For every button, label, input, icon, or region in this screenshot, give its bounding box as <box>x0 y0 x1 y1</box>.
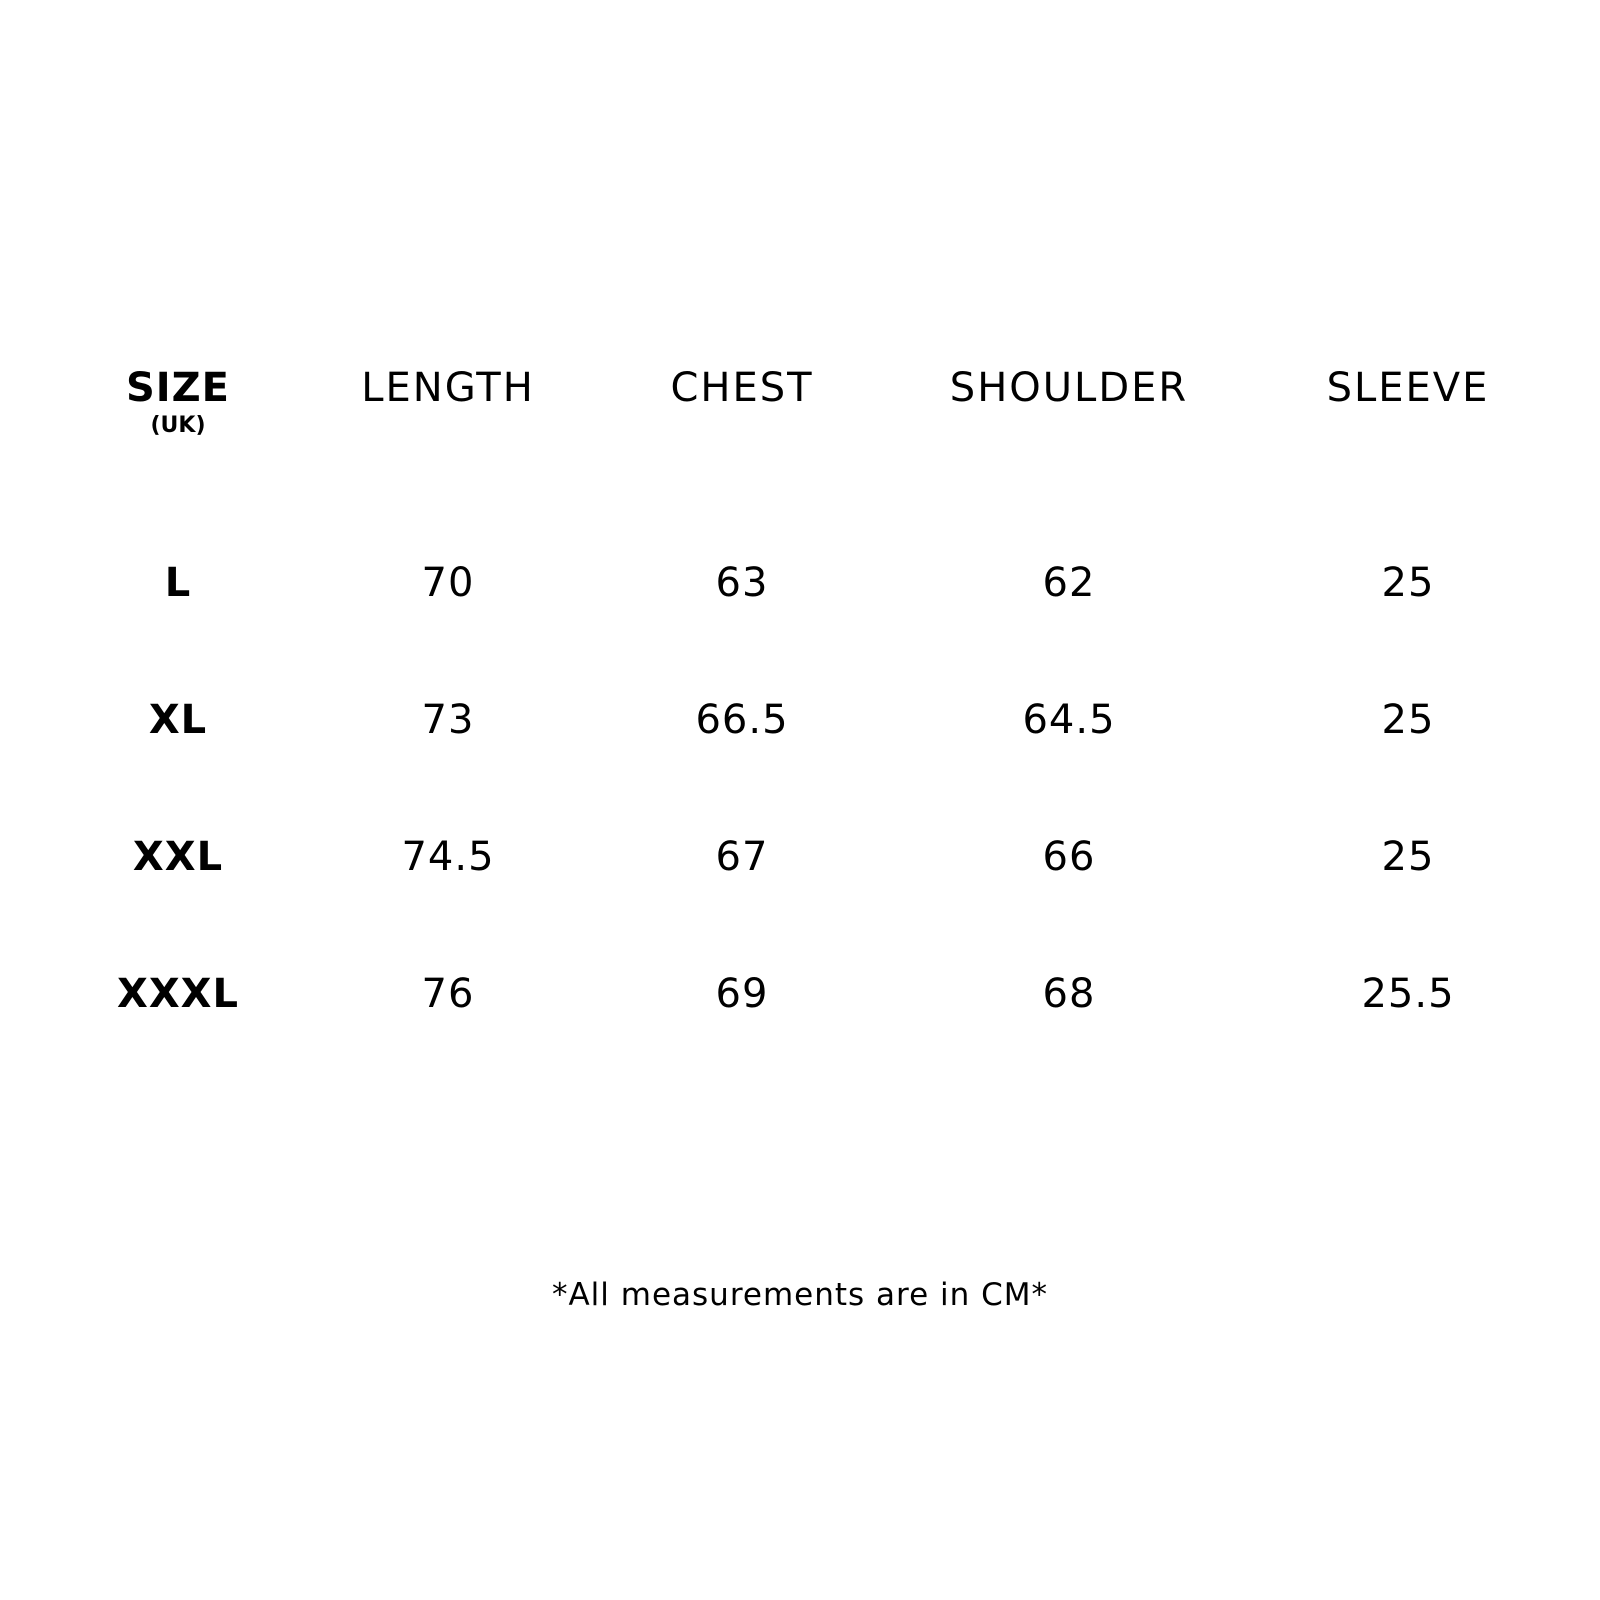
header-size: SIZE <box>125 365 231 411</box>
row-length-cell: 74.5 <box>401 834 495 880</box>
row-size-cell: L <box>164 560 192 606</box>
measurement-note: *All measurements are in CM* <box>551 1277 1049 1313</box>
row-length-cell: 70 <box>421 560 475 606</box>
row-shoulder-cell: 66 <box>1042 834 1096 880</box>
row-chest-cell: 66.5 <box>695 697 789 743</box>
row-size-cell: XL <box>148 697 208 743</box>
row-sleeve-cell: 25.5 <box>1361 971 1455 1017</box>
row-chest-cell: 67 <box>715 834 769 880</box>
row-length-cell: 73 <box>421 697 475 743</box>
row-chest-cell: 63 <box>715 560 769 606</box>
row-sleeve-cell: 25 <box>1381 834 1435 880</box>
header-sleeve: SLEEVE <box>1326 365 1490 411</box>
row-shoulder-cell: 62 <box>1042 560 1096 606</box>
header-chest: CHEST <box>670 365 814 411</box>
header-shoulder: SHOULDER <box>949 365 1189 411</box>
row-shoulder-cell: 68 <box>1042 971 1096 1017</box>
header-size-unit: (UK) <box>150 413 206 438</box>
row-length-cell: 76 <box>421 971 475 1017</box>
row-size-cell: XXL <box>132 834 224 880</box>
row-size-cell: XXXL <box>116 971 239 1017</box>
row-shoulder-cell: 64.5 <box>1022 697 1116 743</box>
header-length: LENGTH <box>361 365 535 411</box>
row-sleeve-cell: 25 <box>1381 697 1435 743</box>
row-chest-cell: 69 <box>715 971 769 1017</box>
row-sleeve-cell: 25 <box>1381 560 1435 606</box>
